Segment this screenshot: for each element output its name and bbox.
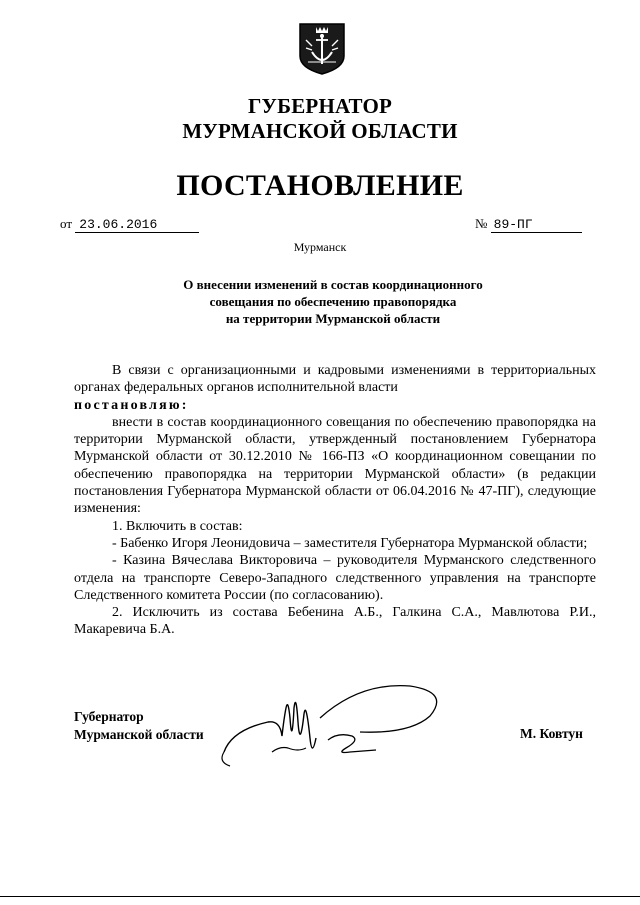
item-1-b: - Казина Вячеслава Викторовича – руководителя Мурманского следственного отдела на транспорте Северо-Западного следственного управления на транспорте Следственного комитета России (по согласованию).	[74, 553, 596, 603]
coat-of-arms-icon	[298, 22, 346, 76]
document-body	[74, 362, 596, 639]
city-name: Мурманск	[293, 240, 347, 254]
date-value: 23.06.2016	[75, 217, 199, 233]
document-number	[475, 216, 582, 233]
page-bottom-rule	[0, 896, 640, 897]
region-title: МУРМАНСКОЙ ОБЛАСТИ	[182, 119, 458, 143]
subject-line-1: О внесении изменений в состав координационного	[183, 277, 483, 292]
subject-line-2: совещания по обеспечению правопорядка	[209, 294, 457, 309]
intro-paragraph: В связи с организационными и кадровыми изменениями в территориальных органах федеральных органов исполнительной власти	[74, 363, 596, 396]
date-prefix: от	[60, 216, 73, 231]
handwritten-signature	[210, 678, 460, 788]
number-value: 89-ПГ	[491, 217, 582, 233]
item-2: 2. Исключить из состава Бебенина А.Б., Галкина С.А., Мавлютова Р.И., Макаревича Б.А.	[74, 605, 596, 638]
governor-title: ГУБЕРНАТОР	[247, 94, 393, 118]
signatory-name: М. Ковтун	[520, 726, 583, 741]
signatory-position-line-1: Губернатор	[74, 709, 144, 724]
document-subject	[0, 276, 640, 327]
document-date	[60, 216, 199, 233]
decides-word: постановляю:	[74, 397, 189, 413]
item-1-a: - Бабенко Игоря Леонидовича – заместителя Губернатора Мурманской области;	[112, 535, 588, 551]
subject-line-3: на территории Мурманской области	[225, 311, 441, 326]
signatory-position-line-2: Мурманской области	[74, 727, 204, 742]
item-1: 1. Включить в состав:	[112, 518, 243, 534]
document-type-title: ПОСТАНОВЛЕНИЕ	[176, 169, 464, 202]
signatory-position	[74, 708, 204, 744]
main-paragraph: внести в состав координационного совещания по обеспечению правопорядка на территории Мурманской области, утвержденный постановлением Губернатора Мурманской области от 30.12.2010 № 166-ПЗ «О координационном совещании по обеспечению правопорядка на территории Мурманской области» (в редакции постановления Губернатора Мурманской области от 06.04.2016 № 47-ПГ), следующие изменения:	[74, 414, 596, 517]
number-prefix: №	[475, 216, 488, 231]
